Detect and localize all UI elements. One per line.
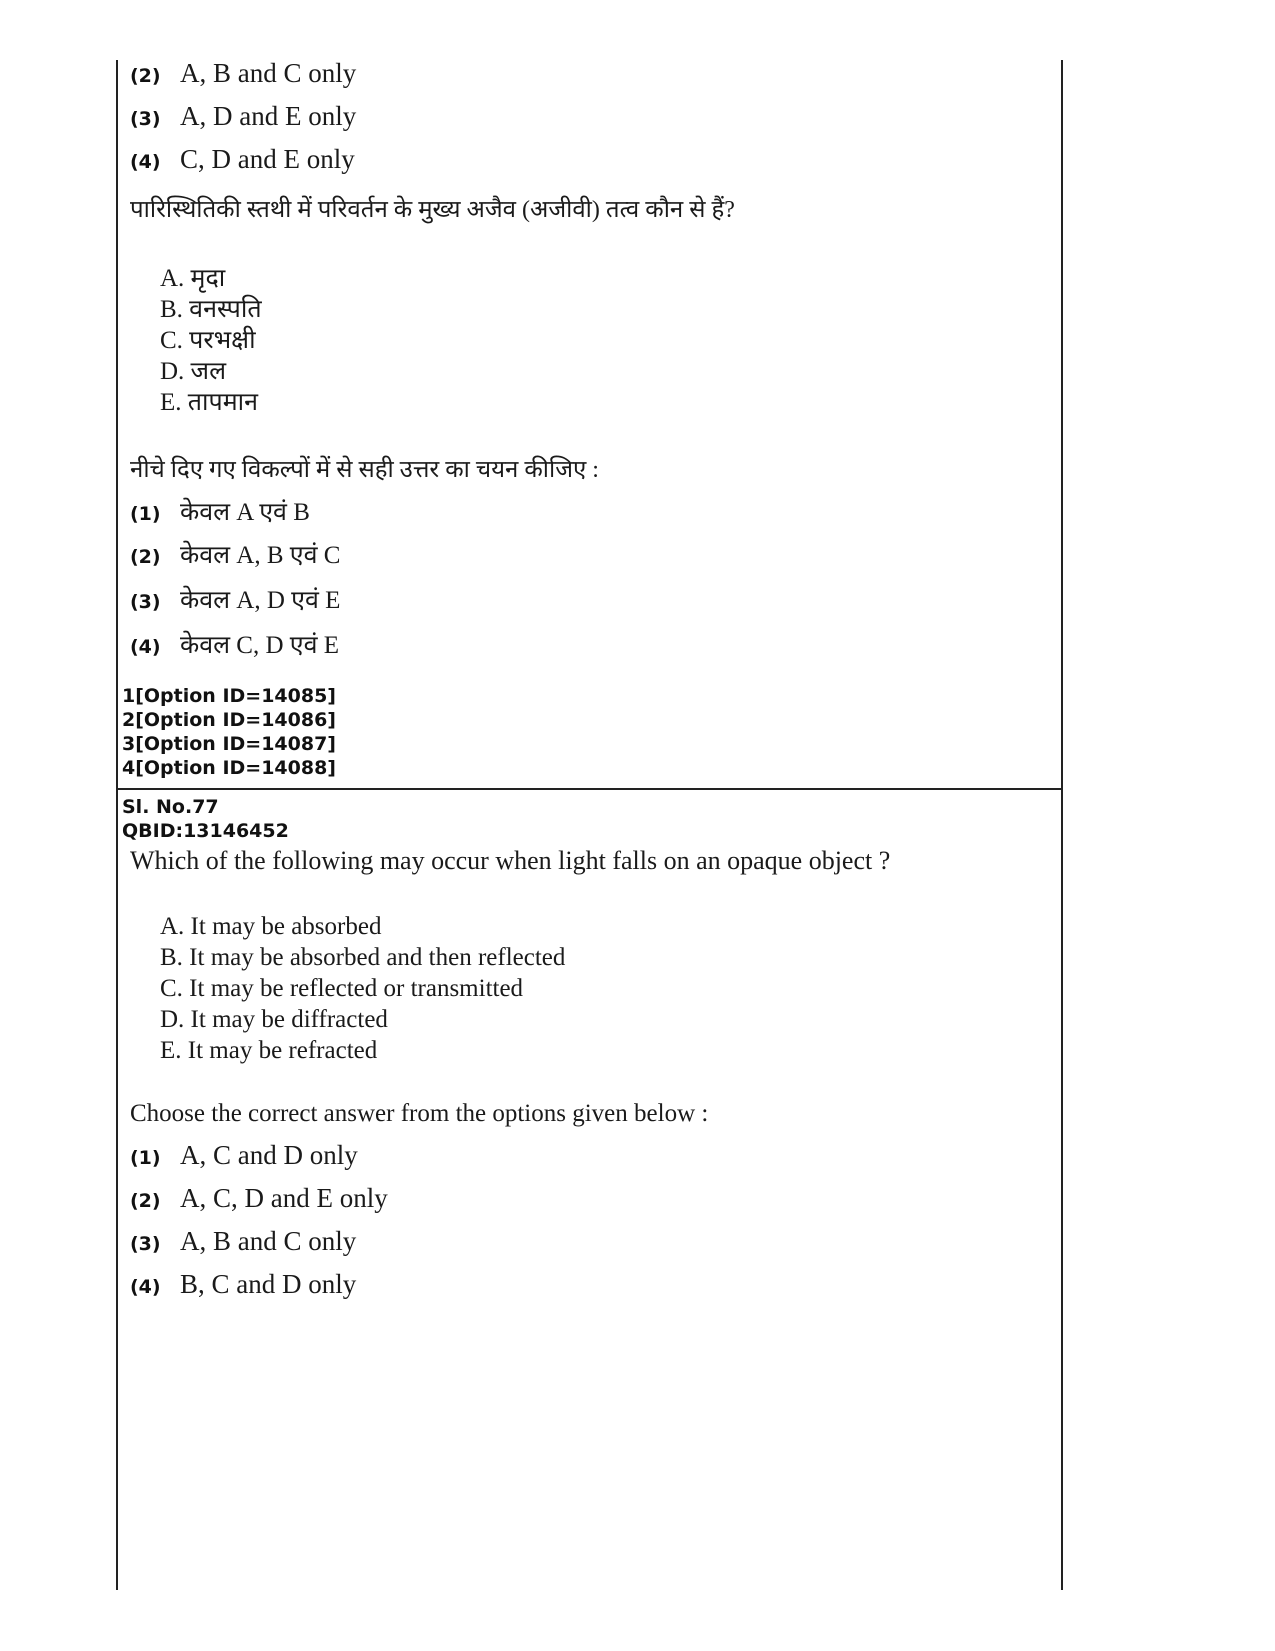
prev-en-option-3 [130, 101, 356, 132]
question-divider [116, 788, 1062, 790]
hindi-statement-b: B. वनस्पति [160, 296, 262, 323]
prev-en-option-4 [130, 144, 355, 175]
prev-en-option-2 [130, 58, 356, 89]
hindi-statement-a: A. मृदा [160, 265, 226, 292]
hindi-option-1 [130, 494, 310, 528]
option-number: (2) [130, 1190, 161, 1212]
qbid: QBID:13146452 [122, 820, 289, 842]
option-text: A, C, D and E only [180, 1183, 388, 1213]
option-number: (2) [130, 546, 161, 568]
hindi-option-4 [130, 627, 339, 661]
right-border [1061, 60, 1063, 1590]
option-number: (1) [130, 1147, 161, 1169]
option-number: (3) [130, 591, 161, 613]
hindi-question-text: पारिस्थितिकी स्तथी में परिवर्तन के मुख्य अजैव (अजीवी) तत्व कौन से हैं? [130, 197, 735, 223]
hindi-option-3 [130, 582, 340, 616]
option-2 [130, 1183, 388, 1214]
left-border [116, 60, 118, 1590]
statement-e: E. It may be refracted [160, 1037, 378, 1064]
statement-c: C. It may be reflected or transmitted [160, 975, 524, 1002]
option-number: (1) [130, 503, 161, 525]
option-4 [130, 1269, 356, 1300]
option-text: केवल A, B एवं C [180, 542, 341, 569]
option-id-2: 2[Option ID=14086] [122, 709, 336, 731]
hindi-option-2 [130, 537, 340, 571]
option-text: C, D and E only [180, 144, 355, 174]
option-text: केवल A, D एवं E [180, 587, 341, 614]
option-number: (4) [130, 1276, 161, 1298]
option-id-1: 1[Option ID=14085] [122, 685, 336, 707]
statement-d: D. It may be diffracted [160, 1006, 388, 1033]
serial-number: Sl. No.77 [122, 796, 219, 818]
option-text: B, C and D only [180, 1269, 357, 1299]
hindi-statement-c: C. परभक्षी [160, 327, 256, 354]
option-text: A, D and E only [180, 101, 357, 131]
option-3 [130, 1226, 356, 1257]
option-number: (4) [130, 636, 161, 658]
hindi-instruction: नीचे दिए गए विकल्पों में से सही उत्तर का चयन कीजिए : [130, 457, 599, 483]
statement-a: A. It may be absorbed [160, 913, 382, 940]
option-number: (3) [130, 108, 161, 130]
question-text: Which of the following may occur when light falls on an opaque object ? [130, 846, 891, 875]
option-id-3: 3[Option ID=14087] [122, 733, 336, 755]
hindi-statement-e: E. तापमान [160, 389, 258, 416]
option-text: A, C and D only [180, 1140, 358, 1170]
option-number: (2) [130, 65, 161, 87]
option-number: (4) [130, 151, 161, 173]
hindi-statement-d: D. जल [160, 358, 227, 385]
option-number: (3) [130, 1233, 161, 1255]
statement-b: B. It may be absorbed and then reflected [160, 944, 566, 971]
option-text: A, B and C only [180, 58, 357, 88]
option-id-4: 4[Option ID=14088] [122, 757, 336, 779]
instruction: Choose the correct answer from the options given below : [130, 1100, 709, 1127]
option-text: केवल C, D एवं E [180, 632, 340, 659]
option-1 [130, 1140, 358, 1171]
option-text: केवल A एवं B [180, 499, 310, 526]
option-text: A, B and C only [180, 1226, 357, 1256]
